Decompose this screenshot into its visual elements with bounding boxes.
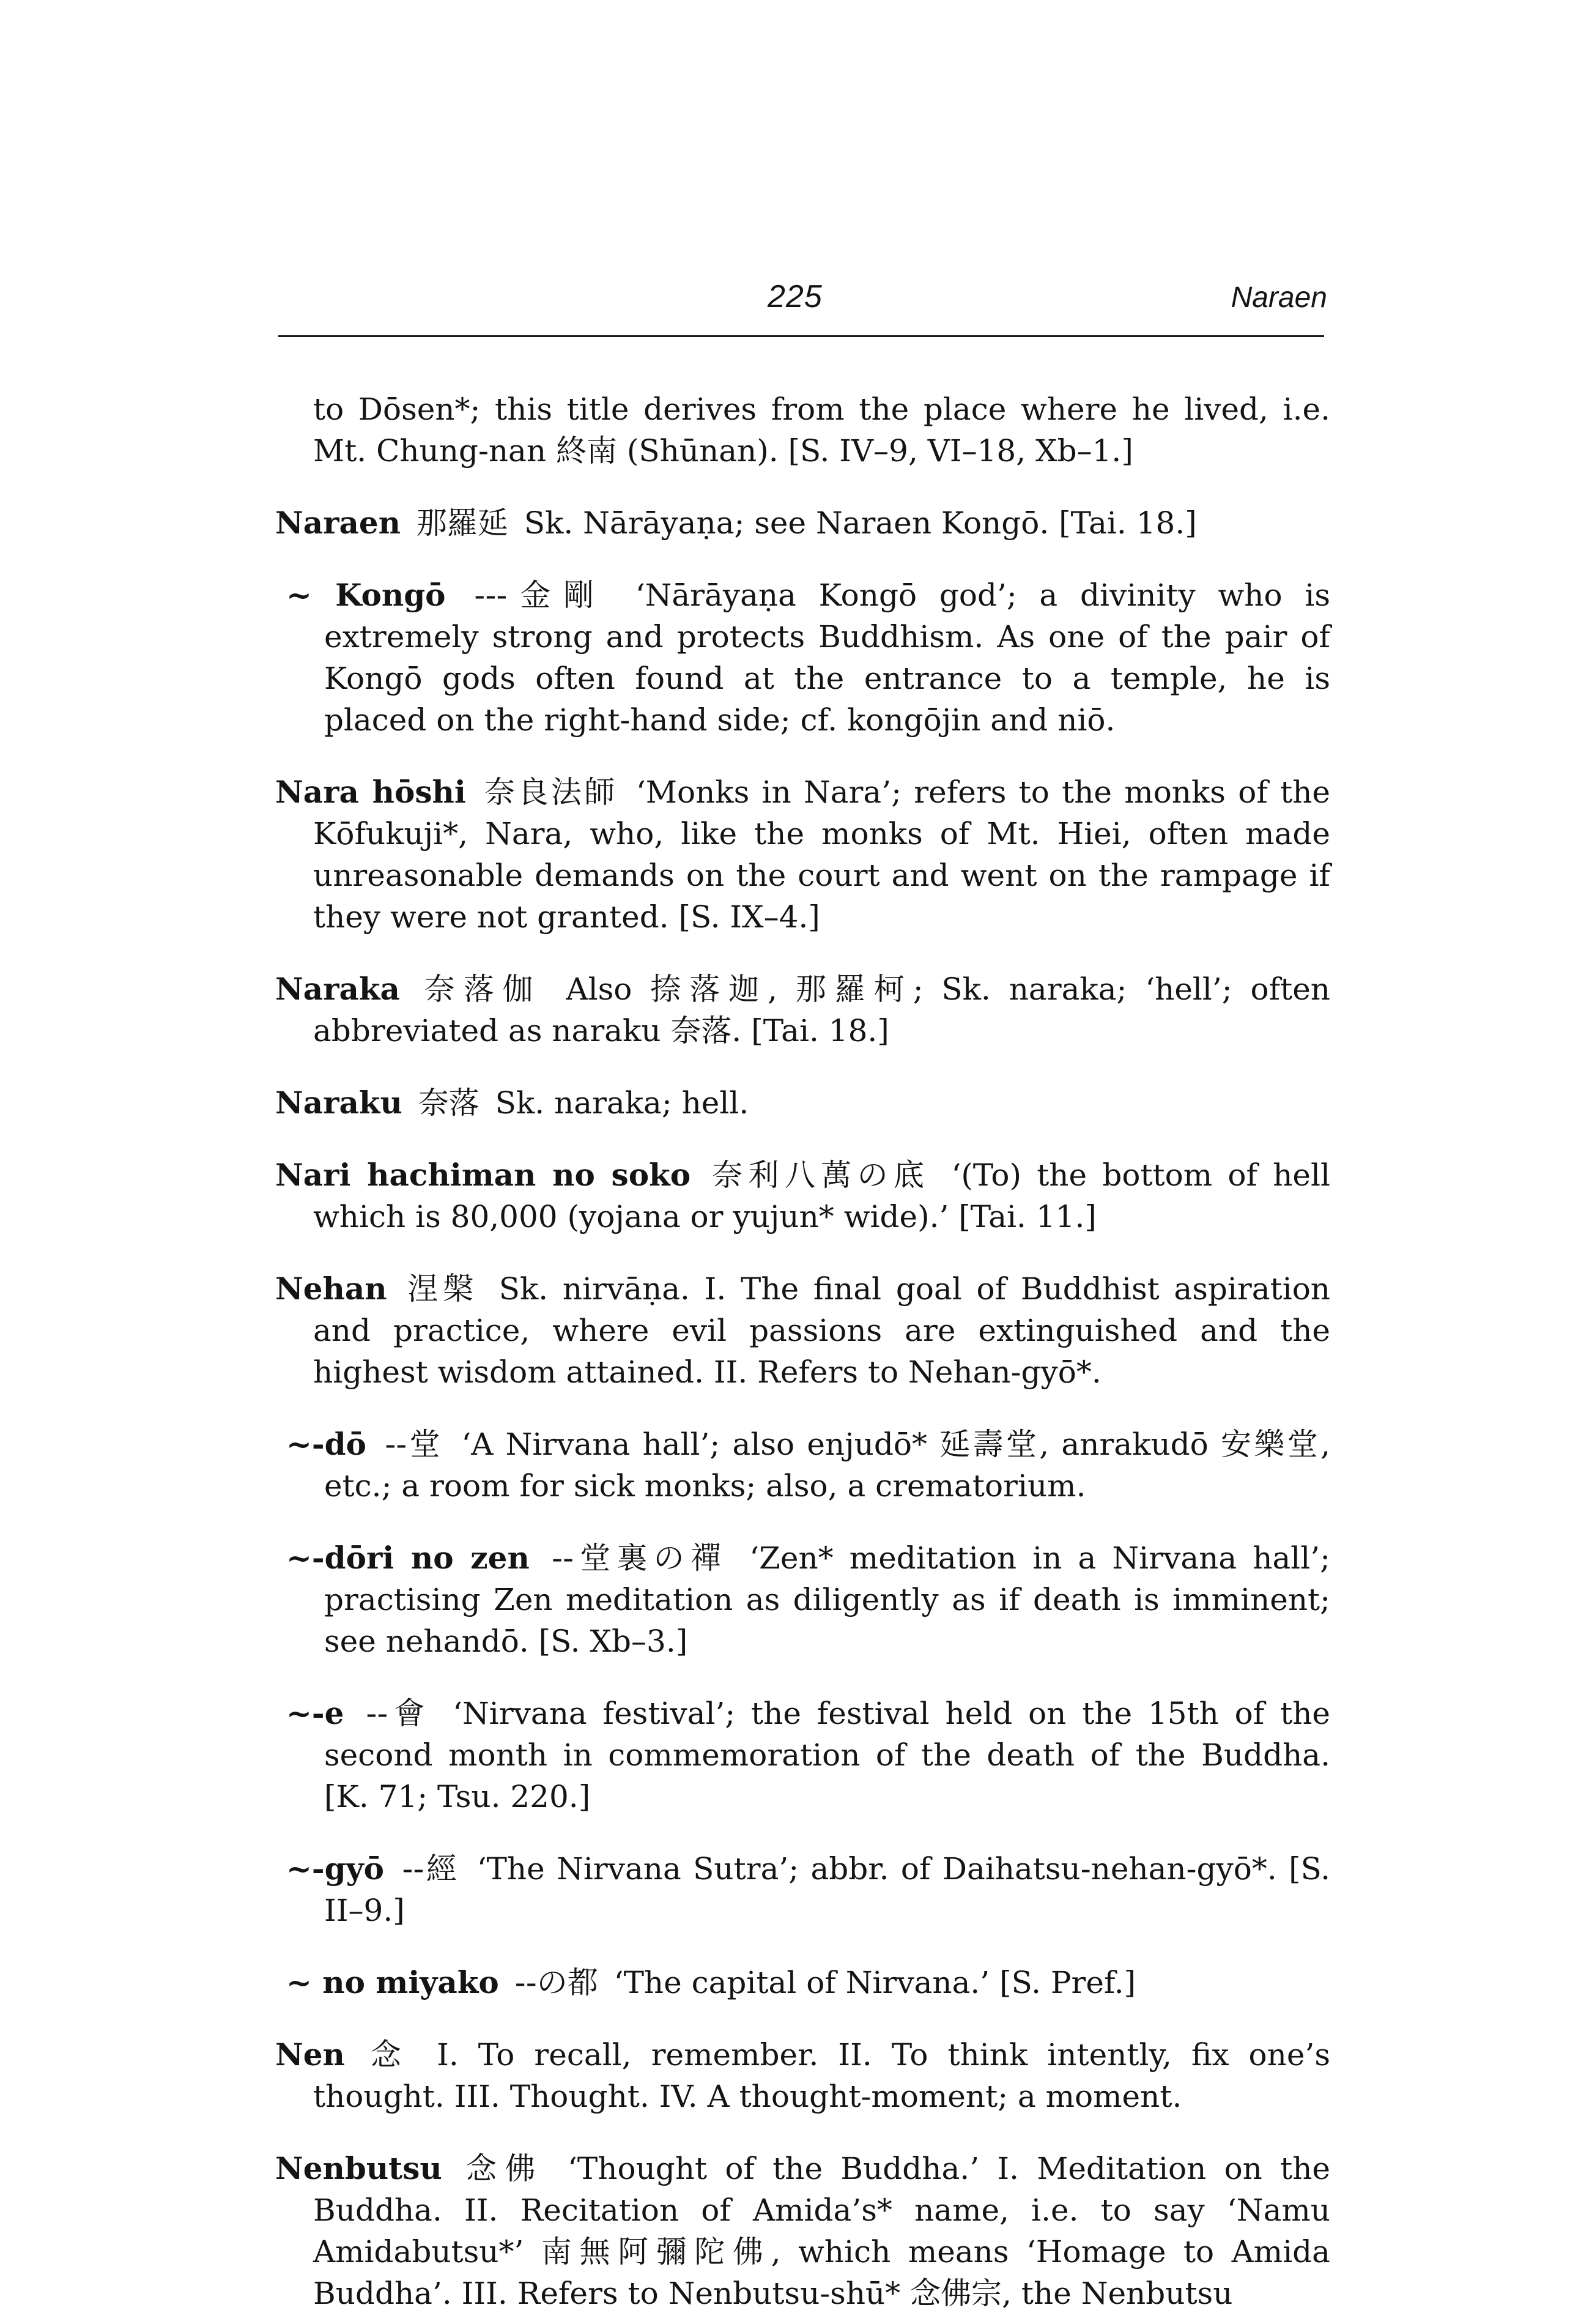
entry-naraen-kongo [286, 574, 1330, 741]
entry-headword: Nen [275, 2036, 345, 2073]
entry-text: ‘Thought of the Buddha.’ I. Meditation on the Buddha. II. Recitation of Amida’s* name, i.e. to say ‘Namu Amidabutsu*’ 南無阿彌陀佛, which means ‘Homage to Amida Buddha’. III. Refers to Nenbutsu-shū* 念佛宗, the Nenbutsu [313, 2151, 1331, 2311]
entry-dosen-continuation [275, 388, 1330, 472]
entry-kanji: 奈良法師 [484, 774, 618, 810]
entry-headword: ~-dōri no zen [286, 1540, 530, 1576]
entry-kanji: 涅槃 [407, 1271, 478, 1307]
entry-naraka [275, 968, 1330, 1052]
entry-text: Sk. naraka; hell. [495, 1085, 749, 1121]
page-number: 225 [768, 279, 823, 314]
entry-naraku [275, 1082, 1330, 1124]
entry-headword: Nara hōshi [275, 774, 466, 810]
entry-kanji: 那羅延 [416, 505, 508, 541]
entry-headword: Naraen [275, 505, 401, 541]
entry-text: ‘Nirvana festival’; the festival held on the 15th of the second month in commemoration of the death of the Buddha. [K. 71; Tsu. 220.] [324, 1696, 1330, 1814]
entry-nehan-do [286, 1424, 1330, 1507]
entry-headword: Nari hachiman no soko [275, 1157, 691, 1193]
entry-headword: ~ no miyako [286, 1964, 499, 2000]
entry-nen [275, 2034, 1330, 2117]
entry-headword: Nehan [275, 1271, 387, 1307]
entry-nehan-gyo [286, 1848, 1330, 1931]
entry-kanji: 奈利八萬の底 [712, 1157, 930, 1193]
entry-list [275, 358, 1330, 2324]
entry-kanji: --堂 [385, 1427, 443, 1462]
running-head: Naraen [1231, 281, 1327, 314]
entry-headword: ~-dō [286, 1426, 366, 1462]
entry-text: ‘The capital of Nirvana.’ [S. Pref.] [613, 1965, 1136, 2000]
entry-text: ‘Nārāyaṇa Kongō god’; a divinity who is extremely strong and protects Buddhism. As one of the pair of Kongō gods often found at the entrance to a temple, he is placed on the right-hand side; cf. kongōjin and niō. [324, 577, 1330, 738]
entry-nehan [275, 1268, 1330, 1393]
entry-text: ‘(To) the bottom of hell which is 80,000 (yojana or yujun* wide).’ [Tai. 11.] [313, 1157, 1330, 1234]
entry-kanji: ---金剛 [474, 577, 607, 613]
entry-headword: ~ Kongō [286, 577, 446, 613]
entry-text: to Dōsen*; this title derives from the place where he lived, i.e. Mt. Chung-nan 終南 (Shūnan). [S. IV–9, VI–18, Xb–1.] [313, 392, 1330, 469]
entry-text: ‘A Nirvana hall’; also enjudō* 延壽堂, anrakudō 安樂堂, etc.; a room for sick monks; also, a crematorium. [324, 1427, 1330, 1504]
entry-headword: Naraku [275, 1085, 402, 1121]
entry-text: ‘The Nirvana Sutra’; abbr. of Daihatsu-nehan-gyō*. [S. II–9.] [324, 1851, 1330, 1928]
entry-nara-hoshi [275, 771, 1330, 938]
entry-text: ‘Zen* meditation in a Nirvana hall’; practising Zen meditation as diligently as if death is imminent; see nehandō. [S. Xb–3.] [324, 1540, 1330, 1659]
entry-text: Sk. nirvāṇa. I. The final goal of Buddhist aspiration and practice, where evil passions are extinguished and the highest wisdom attained. II. Refers to Nehan-gyō*. [313, 1271, 1331, 1390]
entry-kanji: --經 [402, 1851, 459, 1887]
entry-kanji: --堂裏の禪 [551, 1540, 728, 1576]
entry-nari-hachiman [275, 1154, 1330, 1238]
entry-kanji: 念佛 [466, 2151, 544, 2186]
entry-headword: ~-e [286, 1695, 344, 1731]
entry-text: Sk. Nārāyaṇa; see Naraen Kongō. [Tai. 18.] [524, 505, 1197, 541]
entry-kanji: 奈落伽 [424, 971, 542, 1007]
entry-kanji: --會 [366, 1696, 431, 1731]
entry-nehan-e [286, 1693, 1330, 1817]
page-header [278, 278, 1327, 327]
entry-nehan-dori-no-zen [286, 1537, 1330, 1662]
entry-nenbutsu [275, 2148, 1330, 2314]
entry-headword: Naraka [275, 971, 400, 1007]
entry-text: Also 捺落迦, 那羅柯; Sk. naraka; ‘hell’; often abbreviated as naraku 奈落. [Tai. 18.] [313, 971, 1330, 1049]
entry-naraen [275, 502, 1330, 544]
entry-headword: Nenbutsu [275, 2150, 442, 2186]
entry-nehan-no-miyako [286, 1962, 1330, 2003]
entry-kanji: 念 [370, 2037, 412, 2073]
entry-kanji: 奈落 [418, 1085, 479, 1121]
entry-text: I. To recall, remember. II. To think intently, fix one’s thought. III. Thought. IV. A thought-moment; a moment. [313, 2037, 1331, 2114]
entry-headword: ~-gyō [286, 1851, 385, 1887]
entry-kanji: --の都 [514, 1965, 598, 2000]
entry-text: ‘Monks in Nara’; refers to the monks of the Kōfukuji*, Nara, who, like the monks of Mt. Hiei, often made unreasonable demands on the court and went on the rampage if they were not granted. [S. IX–4.] [313, 774, 1330, 935]
header-rule [278, 335, 1324, 337]
